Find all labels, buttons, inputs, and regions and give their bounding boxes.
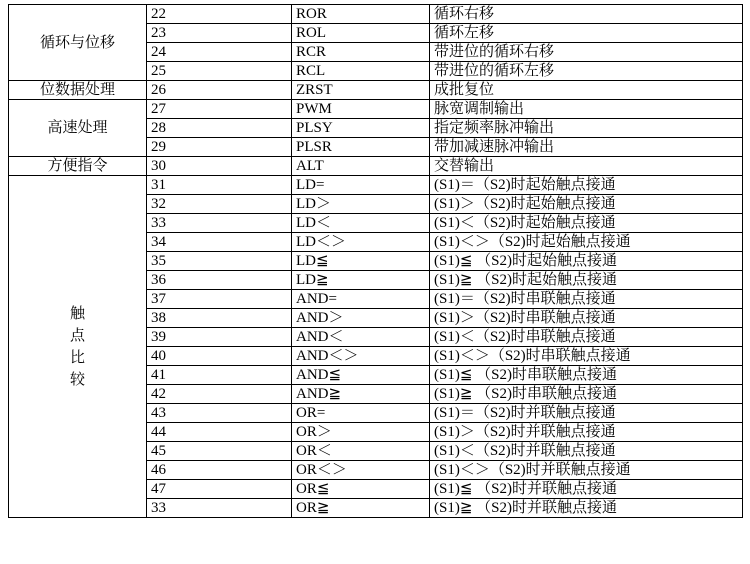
instruction-description: 交替输出 [430,157,743,176]
instruction-mnemonic: LD＜ [292,214,430,233]
instruction-number: 30 [147,157,292,176]
instruction-mnemonic: PWM [292,100,430,119]
instruction-mnemonic: OR≦ [292,480,430,499]
instruction-description: 脉宽调制输出 [430,100,743,119]
instruction-mnemonic: LD= [292,176,430,195]
instruction-number: 33 [147,214,292,233]
instruction-number: 28 [147,119,292,138]
instruction-mnemonic: OR＜＞ [292,461,430,480]
table-row [9,5,743,24]
instruction-number: 31 [147,176,292,195]
instruction-description: (S1)≧ （S2)时串联触点接通 [430,385,743,404]
table-row [9,176,743,195]
instruction-mnemonic: AND＜＞ [292,347,430,366]
instruction-mnemonic: LD≧ [292,271,430,290]
instruction-table [8,4,743,518]
group-label-cell [9,157,147,176]
instruction-mnemonic: LD＞ [292,195,430,214]
instruction-number: 23 [147,24,292,43]
instruction-mnemonic: OR＞ [292,423,430,442]
instruction-number: 41 [147,366,292,385]
table-row [9,157,743,176]
instruction-mnemonic: ROR [292,5,430,24]
instruction-description: (S1)＝（S2)时起始触点接通 [430,176,743,195]
table-row [9,100,743,119]
instruction-mnemonic: AND＞ [292,309,430,328]
instruction-number: 33 [147,499,292,518]
table-body [9,5,743,518]
instruction-number: 27 [147,100,292,119]
instruction-description: (S1)≧ （S2)时起始触点接通 [430,271,743,290]
group-label-cell [9,81,147,100]
instruction-description: 带进位的循环左移 [430,62,743,81]
instruction-number: 35 [147,252,292,271]
instruction-description: 循环右移 [430,5,743,24]
instruction-number: 38 [147,309,292,328]
group-label-char: 较 [69,371,85,388]
instruction-number: 42 [147,385,292,404]
instruction-number: 32 [147,195,292,214]
instruction-mnemonic: OR＜ [292,442,430,461]
instruction-mnemonic: RCR [292,43,430,62]
instruction-description: (S1)＜（S2)时串联触点接通 [430,328,743,347]
instruction-description: (S1)≧ （S2)时并联触点接通 [430,499,743,518]
instruction-number: 43 [147,404,292,423]
instruction-mnemonic: OR≧ [292,499,430,518]
instruction-number: 47 [147,480,292,499]
instruction-number: 34 [147,233,292,252]
instruction-mnemonic: LD＜＞ [292,233,430,252]
instruction-number: 24 [147,43,292,62]
instruction-mnemonic: RCL [292,62,430,81]
instruction-mnemonic: ALT [292,157,430,176]
instruction-description: (S1)＜＞（S2)时串联触点接通 [430,347,743,366]
instruction-description: (S1)≦ （S2)时串联触点接通 [430,366,743,385]
instruction-number: 29 [147,138,292,157]
group-label-cell [9,100,147,157]
instruction-number: 36 [147,271,292,290]
instruction-number: 44 [147,423,292,442]
instruction-number: 40 [147,347,292,366]
group-label-cell [9,176,147,518]
instruction-description: (S1)≦ （S2)时并联触点接通 [430,480,743,499]
instruction-mnemonic: ROL [292,24,430,43]
group-label-text: 方便指令 [47,158,108,174]
instruction-description: (S1)＜＞（S2)时并联触点接通 [430,461,743,480]
instruction-number: 46 [147,461,292,480]
instruction-description: 成批复位 [430,81,743,100]
instruction-mnemonic: AND≧ [292,385,430,404]
instruction-description: (S1)＝（S2)时并联触点接通 [430,404,743,423]
instruction-description: (S1)＜（S2)时起始触点接通 [430,214,743,233]
instruction-description: 循环左移 [430,24,743,43]
instruction-description: (S1)＞（S2)时串联触点接通 [430,309,743,328]
instruction-description: (S1)＜（S2)时并联触点接通 [430,442,743,461]
group-label-text: 高速处理 [47,120,108,136]
instruction-description: (S1)＞（S2)时起始触点接通 [430,195,743,214]
instruction-mnemonic: ZRST [292,81,430,100]
instruction-mnemonic: AND≦ [292,366,430,385]
instruction-number: 37 [147,290,292,309]
instruction-description: 指定频率脉冲输出 [430,119,743,138]
instruction-description: (S1)＜＞（S2)时起始触点接通 [430,233,743,252]
instruction-number: 22 [147,5,292,24]
instruction-mnemonic: AND＜ [292,328,430,347]
instruction-number: 26 [147,81,292,100]
group-label-text: 位数据处理 [39,82,115,98]
instruction-description: 带加减速脉冲输出 [430,138,743,157]
instruction-mnemonic: OR= [292,404,430,423]
instruction-number: 25 [147,62,292,81]
group-label-char: 比 [69,349,85,366]
instruction-number: 39 [147,328,292,347]
instruction-description: 带进位的循环右移 [430,43,743,62]
group-label-text: 循环与位移 [39,34,115,51]
instruction-description: (S1)≦ （S2)时起始触点接通 [430,252,743,271]
instruction-description: (S1)＞（S2)时并联触点接通 [430,423,743,442]
group-label-char: 触 [69,305,85,322]
instruction-mnemonic: PLSY [292,119,430,138]
table-row [9,81,743,100]
instruction-mnemonic: PLSR [292,138,430,157]
instruction-description: (S1)＝（S2)时串联触点接通 [430,290,743,309]
instruction-mnemonic: LD≦ [292,252,430,271]
group-label-cell [9,5,147,81]
instruction-mnemonic: AND= [292,290,430,309]
instruction-number: 45 [147,442,292,461]
group-label-char: 点 [69,327,85,344]
